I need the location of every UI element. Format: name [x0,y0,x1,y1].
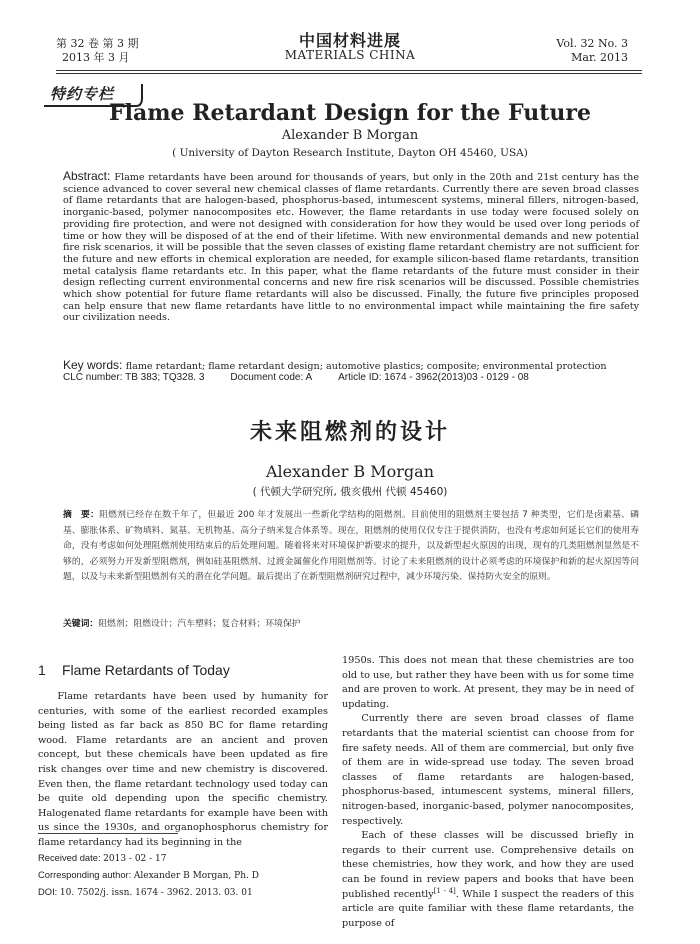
volume-issue-en: Vol. 32 No. 3 [556,37,628,50]
article-id-label: Article ID [338,372,379,383]
keywords-cn-text: 阻燃剂；阻燃设计；汽车塑料；复合材料；环境保护 [98,619,301,629]
abstract-cn-text: 阻燃剂已经存在数千年了，但最近 200 年才发展出一些新化学结构的阻燃剂。目前使用的阻燃剂主要包括 7 种类型，它们是卤素基、磷基、膨胀体系、矿物填料、氮基、无机物基、高分子纳米复合体系等。现在，阻燃剂的使用仅仅专注于提供消防，也没有考虑如何延长它们的使用寿命，没有考虑如何处理阻燃剂使用结束后的后处理问题。随着将来对环境保护新要求的提升，以及新型起火原因的出现，现有的几类阻燃剂显然是不够的，必须努力开发新型阻燃剂，例如硅基阻燃剂、过渡金属催化作用阻燃剂等。讨论了未来阻燃剂的设计必须考虑的环境保护和新的起火原因等问题，以及与未来新型阻燃剂有关的潜在化学问题。最后提出了在新型阻燃剂研究过程中，减少环境污染、保持防火安全的原则。 [63,510,639,583]
body-paragraph: Flame retardants have been used by humanity for centuries, with some of the earliest recorded examples being listed as far back as 850 BC for flame retarding wood. Flame retardants are an ancient and proven concept, but these chemicals have been updated as fire risk changes over time and new chemistry is discovered. Even then, the flame retardant technology used today can be quite old depending upon the specific chemistry. Halogenated flame retardants for example have been with us since the 1930s, and organophosphorus chemistry for flame retardancy had its beginning in the [38,691,328,848]
header-rule [56,70,642,71]
body-text: Each of these classes will be discussed briefly in regards to their current use. Comprehensive details on these chemistries, how they work, and how they are used can be found in review papers and books that have been published recently [342,830,634,900]
journal-title-en: MATERIALS CHINA [284,48,416,62]
body-paragraph: Currently there are seven broad classes of flame retardants that the material scientist can choose from for fire safety needs. All of them are commercial, but only five of them are in wide-spread use today. The seven broad classes of flame retardants are halogen-based, phosphorus-based, intumescent systems, mineral fillers, nitrogen-based, inorganic-based, polymer nanocomposites, respectively. [342,713,634,827]
date-en: Mar. 2013 [571,51,628,64]
paper-author: Alexander B Morgan [281,128,419,143]
doi-value: 10. 7502/j. issn. 1674 - 3962. 2013. 03. 01 [59,888,253,898]
body-paragraph [342,829,634,931]
footnote: Received date: 2013 - 02 - 17 Corresponding author: Alexander B Morgan, Ph. D DOI: 10. 7502/j. issn. 1674 - 3962. 2013. 03. 01 [38,852,259,898]
keywords-cn: 关键词：阻燃剂；阻燃设计；汽车塑料；复合材料；环境保护 [63,619,301,629]
paper-title-cn: 未来阻燃剂的设计 [249,420,450,445]
keywords-cn-label: 关键词 [63,619,90,629]
body-paragraph: 1950s. This does not mean that these chemistries are too old to use, but rather they have been with us for some time and are proven to work. At present, they may be in need of updating. [342,655,634,710]
volume-issue-cn: 第 32 卷 第 3 期 [56,37,139,50]
clc-value: TB 383; TQ328. 3 [125,372,205,383]
section-heading [38,662,230,678]
doi-label: DOI [38,886,55,897]
header-rule-thin [56,73,642,74]
abstract-cn-label: 摘 要 [63,510,91,520]
abstract-en: Abstract: Flame retardants have been around for thousands of years, but only in the 20th and 21st century has the science advanced to cover several new chemical classes of flame retardants. Currently there are seven broad classes of flame retardants that are halogen-based, phosphorus-based, intumescent systems, mineral fillers, nitrogen-based, inorganic-based, polymer nanocomposites etc. However, the flame retardants in use today were focused solely on providing fire protection, and were not designed with consideration for how they would be used over long periods of time or how they will be disposed of at the end of their lifetime. With new environmental demands and new potential fire risk scenarios, it will be possible that the seven classes of existing flame retardant chemistry are not sufficient for the future and new efforts in chemical exploration are needed, for example silicon-based flame retardants, transition metal catalysis flame retardants etc. In this paper, what the flame retardants of the future must consider in their design reflecting current environmental concerns and new fire risk scenarios will be discussed. Possible chemistries which show potential for future flame retardants will also be discussed. Finally, the future five principles proposed can help ensure that new flame retardants have little to no environmental impact while maintaining the fire safety our civilization needs. [63,169,640,324]
corresponding-value: Alexander B Morgan, Ph. D [133,871,259,881]
keywords-label: Key words [63,358,120,372]
badge-label: 特约专栏 [50,85,115,103]
journal-issue-en [556,37,628,65]
body-column-right [342,654,634,931]
clc-label: CLC number [63,372,120,383]
abstract-text: Flame retardants have been around for thousands of years, but only in the 20th and 21st century has the science advanced to cover several new chemical classes of flame retardants. Currently there are seven broad classes of flame retardants that are halogen-based, phosphorus-based, intumescent systems, mineral fillers, nitrogen-based, inorganic-based, polymer nanocomposites etc. However, the flame retardants in use today were focused solely on providing fire protection, and were not designed with consideration for how they would be used over long periods of time or how they will be disposed of at the end of their lifetime. With new environmental demands and new potential fire risk scenarios, it will be possible that the seven classes of existing flame retardant chemistry are not sufficient for the future and new efforts in chemical exploration are needed, for example silicon-based flame retardants, transition metal catalysis flame retardants etc. In this paper, what the flame retardants of the future must consider in their design reflecting current environmental concerns and new fire risk scenarios will be discussed. Possible chemistries which show potential for future flame retardants will also be discussed. Finally, the future five principles proposed can help ensure that new flame retardants have little to no environmental impact while maintaining the fire safety our civilization needs. [63,172,640,324]
keywords-text: flame retardant; flame retardant design; automotive plastics; composite; environmental protection [125,361,607,372]
paper-affiliation-cn: ( 代顿大学研究所, 俄亥俄州 代顿 45460) [252,486,448,498]
section-number: 1 [38,662,46,678]
corresponding-label: Corresponding author [38,869,129,880]
paper-title: Flame Retardant Design for the Future [109,100,591,126]
body-column-left [38,690,328,851]
classification-line: CLC number: TB 383; TQ328. 3 Document code: A Article ID: 1674 - 3962(2013)03 - 0129 - 08 [63,372,529,383]
abstract-label: Abstract [63,169,108,183]
citation-ref: [1 - 4] [433,886,456,895]
journal-title-cn: 中国材料进展 [298,31,401,50]
doc-code-value: A [305,372,313,383]
paper-affiliation: ( University of Dayton Research Institute, Dayton OH 45460, USA) [172,147,528,159]
received-value: 2013 - 02 - 17 [103,854,167,864]
date-cn: 2013 年 3 月 [62,51,130,64]
abstract-cn: 摘 要：阻燃剂已经存在数千年了，但最近 200 年才发展出一些新化学结构的阻燃剂。目前使用的阻燃剂主要包括 7 种类型，它们是卤素基、磷基、膨胀体系、矿物填料、氮基、无机物基、高分子纳米复合体系等。现在，阻燃剂的使用仅仅专注于提供消防，也没有考虑如何延长它们的使用寿命，没有考虑如何处理阻燃剂使用结束后的后处理问题。随着将来对环境保护新要求的提升，以及新型起火原因的出现，现有的几类阻燃剂显然是不够的，必须努力开发新型阻燃剂，例如硅基阻燃剂、过渡金属催化作用阻燃剂等。讨论了未来阻燃剂的设计必须考虑的环境保护和新的起火原因等问题，以及与未来新型阻燃剂有关的潜在化学问题。最后提出了在新型阻燃剂研究过程中，减少环境污染、保持防火安全的原则。 [63,510,639,583]
body-text: . While I suspect the readers of this article are quite familiar with these flame retardants, the purpose of [342,888,635,929]
received-label: Received date [38,852,98,863]
paper-author-cn: Alexander B Morgan [265,462,435,481]
section-title: Flame Retardants of Today [62,662,230,678]
article-id-value: 1674 - 3962(2013)03 - 0129 - 08 [384,372,529,383]
footnote-rule [38,833,178,834]
keywords-en: Key words: flame retardant; flame retardant design; automotive plastics; composite; environmental protection [63,358,607,372]
doc-code-label: Document code [230,372,301,383]
